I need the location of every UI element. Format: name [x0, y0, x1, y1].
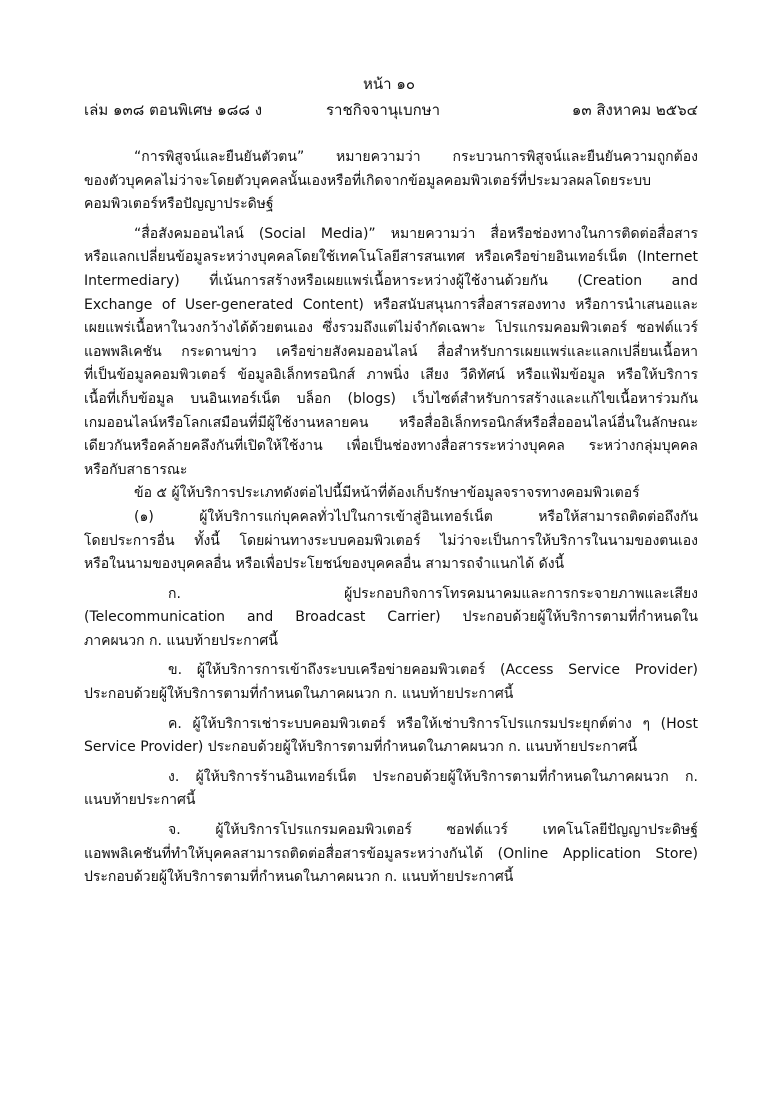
text-line: หรือในนามของบุคคลอื่น หรือเพื่อประโยชน์ของบุคคลอื่น สามารถจำแนกได้ ดังนี้: [84, 556, 565, 573]
text-line: เนื้อที่เก็บข้อมูล บนอินเทอร์เน็ต บล็อก (blogs) เว็บไซต์สำหรับการสร้างและแก้ไขเนื้อหาร่วมกัน: [84, 390, 698, 407]
volume-info: เล่ม ๑๓๘ ตอนพิเศษ ๑๘๘ ง: [84, 101, 263, 119]
text-line: เผยแพร่เนื้อหาในวงกว้างได้ด้วยตนเอง ซึ่งรวมถึงแต่ไม่จำกัดเฉพาะ โปรแกรมคอมพิวเตอร์ ซอฟต์แวร์: [84, 320, 698, 337]
text-line: เกมออนไลน์หรือโลกเสมือนที่มีผู้ใช้งานหลายคน หรือสื่ออิเล็กทรอนิกส์หรือสื่อออนไลน์อื่นในลักษณะ: [84, 414, 698, 431]
text-line: Exchange of User-generated Content) หรือสนับสนุนการสื่อสารสองทาง หรือการนำเสนอและ: [84, 296, 698, 313]
publication-name: ราชกิจจานุเบกษา: [326, 101, 441, 119]
clause-heading: ข้อ ๕ ผู้ให้บริการประเภทดังต่อไปนี้มีหน้าที่ต้องเก็บรักษาข้อมูลจราจรทางคอมพิวเตอร์: [134, 485, 640, 502]
text-line: หรือกับสาธารณะ: [84, 461, 188, 478]
text-line: ข. ผู้ให้บริการการเข้าถึงระบบเครือข่ายคอมพิวเตอร์ (Access Service Provider): [168, 662, 698, 679]
text-line: แนบท้ายประกาศนี้: [84, 792, 196, 809]
text-line: ง. ผู้ให้บริการร้านอินเทอร์เน็ต ประกอบด้วยผู้ให้บริการตามที่กำหนดในภาคผนวก ก.: [168, 768, 698, 785]
text-line: “สื่อสังคมออนไลน์ (Social Media)” หมายความว่า สื่อหรือช่องทางในการติดต่อสื่อสาร: [134, 225, 698, 242]
text-line: Intermediary) ที่เน้นการสร้างหรือเผยแพร่เนื้อหาระหว่างผู้ใช้งานด้วยกัน (Creation and: [84, 272, 698, 289]
text-line: ที่เป็นข้อมูลคอมพิวเตอร์ ข้อมูลอิเล็กทรอนิกส์ ภาพนิ่ง เสียง วีดิทัศน์ หรือแฟ้มข้อมูล หรือให้บริการ: [84, 367, 698, 384]
text-line: แอพพลิเคชัน กระดานข่าว เครือข่ายสังคมออนไลน์ สื่อสำหรับการเผยแพร่และแลกเปลี่ยนเนื้อหา: [84, 343, 698, 360]
text-line: คอมพิวเตอร์หรือปัญญาประดิษฐ์: [84, 196, 274, 213]
text-line: ค. ผู้ให้บริการเช่าระบบคอมพิวเตอร์ หรือให้เช่าบริการโปรแกรมประยุกต์ต่าง ๆ (Host: [168, 715, 698, 732]
text-line: โดยประการอื่น ทั้งนี้ โดยผ่านทางระบบคอมพิวเตอร์ ไม่ว่าจะเป็นการให้บริการในนามของตนเอง: [84, 532, 698, 549]
text-line: เดียวกันหรือคล้ายคลึงกันที่เปิดให้ใช้งาน เพื่อเป็นช่องทางสื่อสารระหว่างบุคคล ระหว่างกลุ่มบุคคล: [84, 438, 698, 455]
publication-date: ๑๓ สิงหาคม ๒๕๖๔: [571, 101, 698, 119]
text-line: ของตัวบุคคลไม่ว่าจะโดยตัวบุคคลนั้นเองหรือที่เกิดจากข้อมูลคอมพิวเตอร์ที่ประมวลผลโดยระบบ: [84, 172, 652, 189]
text-line: แอพพลิเคชันที่ทำให้บุคคลสามารถติดต่อสื่อสารข้อมูลระหว่างกันได้ (Online Application Store): [84, 845, 698, 862]
text-line: Service Provider) ประกอบด้วยผู้ให้บริการตามที่กำหนดในภาคผนวก ก. แนบท้ายประกาศนี้: [84, 739, 638, 756]
text-line: ประกอบด้วยผู้ให้บริการตามที่กำหนดในภาคผนวก ก. แนบท้ายประกาศนี้: [84, 686, 514, 703]
text-line: จ. ผู้ให้บริการโปรแกรมคอมพิวเตอร์ ซอฟต์แวร์ เทคโนโลยีปัญญาประดิษฐ์: [168, 822, 698, 839]
text-line: หรือแลกเปลี่ยนข้อมูลระหว่างบุคคลโดยใช้เทคโนโลยีสารสนเทศ หรือเครือข่ายอินเทอร์เน็ต (Internet: [84, 249, 698, 266]
text-line: ก. ผู้ประกอบกิจการโทรคมนาคมและการกระจายภาพและเสียง: [168, 585, 698, 602]
text-line: (Telecommunication and Broadcast Carrier) ประกอบด้วยผู้ให้บริการตามที่กำหนดใน: [84, 609, 698, 626]
page-number: หน้า ๑๐: [362, 75, 415, 93]
document-body: [84, 146, 698, 890]
text-line: ประกอบด้วยผู้ให้บริการตามที่กำหนดในภาคผนวก ก. แนบท้ายประกาศนี้: [84, 869, 514, 886]
text-line: ภาคผนวก ก. แนบท้ายประกาศนี้: [84, 632, 278, 649]
text-line: (๑) ผู้ให้บริการแก่บุคคลทั่วไปในการเข้าสู่อินเทอร์เน็ต หรือให้สามารถติดต่อถึงกัน: [134, 508, 698, 525]
text-line: “การพิสูจน์และยืนยันตัวตน” หมายความว่า กระบวนการพิสูจน์และยืนยันความถูกต้อง: [134, 149, 698, 165]
